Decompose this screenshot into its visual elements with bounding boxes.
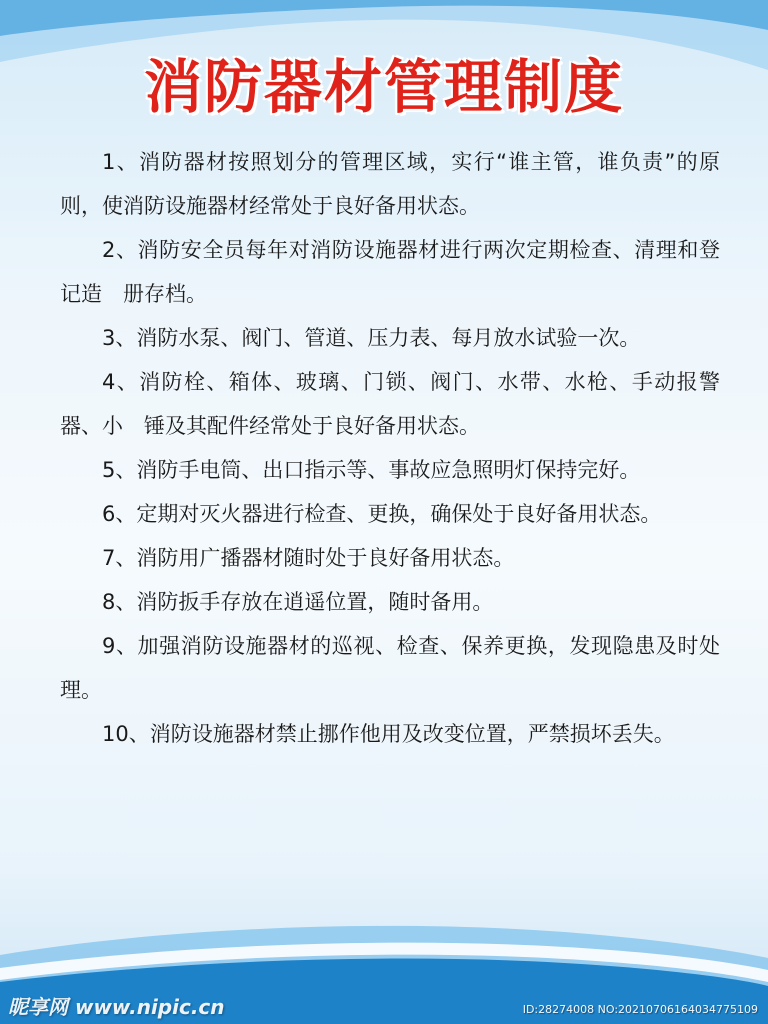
rule-item: 5、消防手电筒、出口指示等、事故应急照明灯保持完好。 [102, 458, 641, 482]
watermark-logo: 昵享网 www.nipic.cn [8, 995, 225, 1019]
rule-item: 6、定期对灭火器进行检查、更换，确保处于良好备用状态。 [102, 502, 662, 526]
rule-item: 10、消防设施器材禁止挪作他用及改变位置，严禁损坏丢失。 [102, 722, 675, 746]
rules-list [60, 140, 720, 756]
rule-item: 3、消防水泵、阀门、管道、压力表、每月放水试验一次。 [102, 326, 641, 350]
rule-item: 2、消防安全员每年对消防设施器材进行两次定期检查、清理和登记造 册存档。 [60, 238, 720, 306]
rule-item: 7、消防用广播器材随时处于良好备用状态。 [102, 546, 515, 570]
rule-item: 8、消防扳手存放在逍遥位置，随时备用。 [102, 590, 494, 614]
rule-item: 1、消防器材按照划分的管理区域，实行“谁主管，谁负责”的原则，使消防设施器材经常处于良好备用状态。 [60, 150, 720, 218]
rule-item: 9、加强消防设施器材的巡视、检查、保养更换，发现隐患及时处理。 [60, 634, 720, 702]
rule-item: 4、消防栓、箱体、玻璃、门锁、阀门、水带、水枪、手动报警器、小 锤及其配件经常处于良好备用状态。 [60, 370, 720, 438]
poster-title: 消防器材管理制度 [143, 53, 624, 121]
watermark-id: ID:28274008 NO:20210706164034775109 [522, 1003, 758, 1016]
